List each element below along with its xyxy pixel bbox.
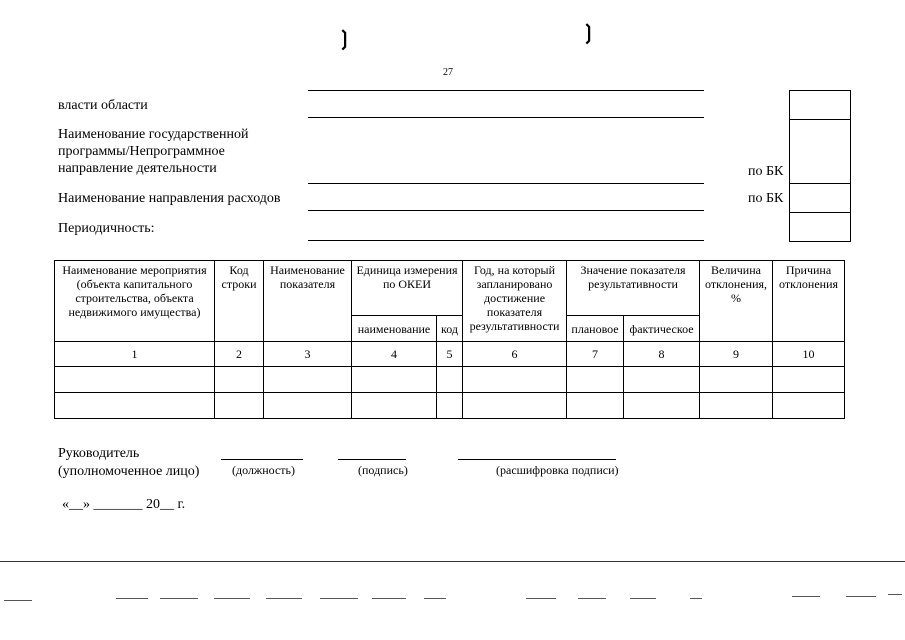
table-cell[interactable] <box>55 393 215 419</box>
binding-mark-left: ❳ <box>336 28 353 50</box>
signature-caption: (подпись) <box>358 463 408 477</box>
header-value-group: Значение показателя результативности <box>567 261 700 316</box>
table-cell[interactable] <box>700 393 773 419</box>
table-row <box>55 367 845 393</box>
col-number: 7 <box>567 342 624 367</box>
table-cell[interactable] <box>352 367 437 393</box>
table-cell[interactable] <box>567 367 624 393</box>
col-number: 8 <box>624 342 700 367</box>
table-cell[interactable] <box>463 367 567 393</box>
col-number: 4 <box>352 342 437 367</box>
footer-dash <box>116 598 148 599</box>
results-table <box>54 260 845 419</box>
binding-mark-right: ❳ <box>580 22 597 44</box>
header-activity: Наименование мероприятия (объекта капитального строительства, объекта недвижимого имущества) <box>55 261 215 342</box>
footer-dash <box>792 596 820 597</box>
col-number: 2 <box>215 342 264 367</box>
expense-label: Наименование направления расходов <box>58 191 281 206</box>
program-line[interactable] <box>308 183 704 184</box>
authorized-person-label: (уполномоченное лицо) <box>58 464 200 479</box>
table-cell[interactable] <box>437 367 463 393</box>
bottom-rule <box>0 561 905 562</box>
table-cell[interactable] <box>773 367 845 393</box>
header-unit-code: код <box>437 316 463 342</box>
decoding-caption: (расшифровка подписи) <box>496 463 619 477</box>
periodicity-label: Периодичность: <box>58 221 155 236</box>
code-box-program[interactable] <box>789 119 851 184</box>
table-cell[interactable] <box>55 367 215 393</box>
expense-line[interactable] <box>308 210 704 211</box>
header-unit-name: наименование <box>352 316 437 342</box>
authority-line[interactable] <box>308 117 704 118</box>
footer-dash <box>4 600 32 601</box>
code-box-authority[interactable] <box>789 90 851 120</box>
footer-dash <box>424 598 446 599</box>
col-number: 9 <box>700 342 773 367</box>
footer-dash <box>160 598 198 599</box>
table-cell[interactable] <box>264 367 352 393</box>
footer-dash <box>320 598 358 599</box>
footer-dash <box>526 598 556 599</box>
page-number: 27 <box>443 67 453 78</box>
header-unit-group: Единица измерения по ОКЕИ <box>352 261 463 316</box>
footer-dash <box>630 598 656 599</box>
date-line: «__» _______ 20__ г. <box>62 497 186 512</box>
position-caption: (должность) <box>232 463 295 477</box>
footer-dash <box>214 598 250 599</box>
header-deviation-reason: Причина отклонения <box>773 261 845 342</box>
footer-dash <box>578 598 606 599</box>
col-number: 1 <box>55 342 215 367</box>
table-row <box>55 393 845 419</box>
table-cell[interactable] <box>463 393 567 419</box>
code-box-expense[interactable] <box>789 183 851 213</box>
table-cell[interactable] <box>624 367 700 393</box>
col-number: 3 <box>264 342 352 367</box>
col-number: 6 <box>463 342 567 367</box>
bk-label-1: по БК <box>748 164 784 179</box>
header-target-year: Год, на который запланировано достижение показателя результативности <box>463 261 567 342</box>
footer-dash <box>888 594 902 595</box>
head-label: Руководитель <box>58 446 140 461</box>
header-indicator-name: Наименование показателя <box>264 261 352 342</box>
header-row-1 <box>55 261 845 316</box>
footer-dash <box>372 598 406 599</box>
table-cell[interactable] <box>624 393 700 419</box>
table-cell[interactable] <box>264 393 352 419</box>
top-rule <box>308 90 704 91</box>
footer-dash <box>266 598 302 599</box>
table-cell[interactable] <box>352 393 437 419</box>
col-number: 5 <box>437 342 463 367</box>
bk-label-2: по БК <box>748 191 784 206</box>
periodicity-line[interactable] <box>308 240 704 241</box>
decoding-line[interactable] <box>458 459 616 460</box>
table-cell[interactable] <box>567 393 624 419</box>
table-cell[interactable] <box>773 393 845 419</box>
header-deviation-size: Величина отклонения, % <box>700 261 773 342</box>
code-box-periodicity[interactable] <box>789 212 851 242</box>
position-line[interactable] <box>221 459 303 460</box>
table-cell[interactable] <box>215 367 264 393</box>
program-label: Наименование государственной программы/Непрограммное направление деятельности <box>58 127 249 176</box>
authority-label: власти области <box>58 98 148 113</box>
signature-line[interactable] <box>338 459 406 460</box>
header-actual: фактическое <box>624 316 700 342</box>
header-row-code: Код строки <box>215 261 264 342</box>
header-planned: плановое <box>567 316 624 342</box>
footer-dash <box>690 598 702 599</box>
col-number: 10 <box>773 342 845 367</box>
table-cell[interactable] <box>700 367 773 393</box>
footer-dash <box>846 596 876 597</box>
table-cell[interactable] <box>215 393 264 419</box>
column-number-row <box>55 342 845 367</box>
table-cell[interactable] <box>437 393 463 419</box>
